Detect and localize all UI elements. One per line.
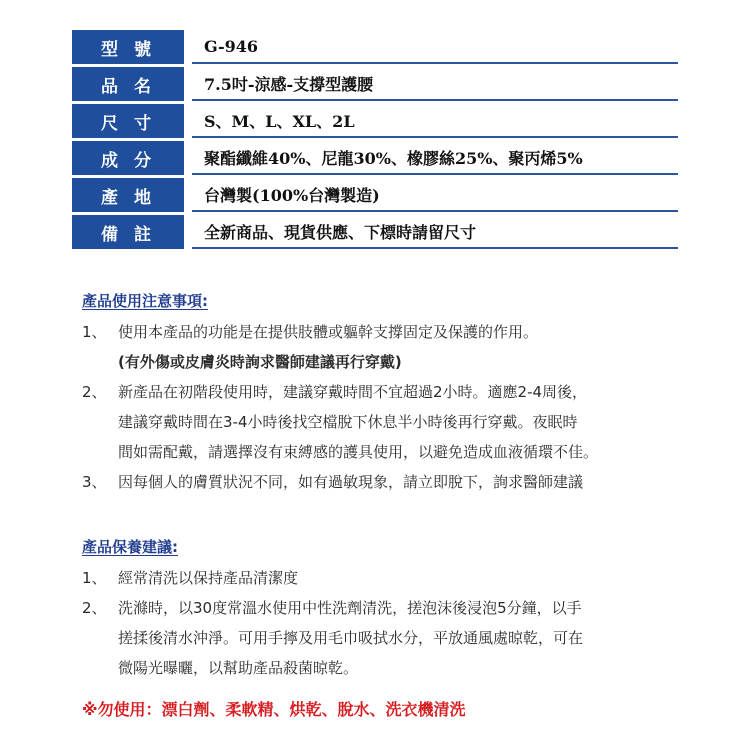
usage-section bbox=[82, 290, 692, 497]
item-line: 使用本產品的功能是在提供肢體或軀幹支撐固定及保護的作用。 bbox=[118, 323, 539, 341]
item-number: 2、 bbox=[82, 383, 107, 401]
list-item bbox=[82, 377, 692, 467]
care-section bbox=[82, 536, 692, 683]
spec-row-remarks bbox=[72, 215, 678, 249]
item-number: 3、 bbox=[82, 473, 107, 491]
spec-value: 聚酯纖維40%、尼龍30%、橡膠絲25%、聚丙烯5% bbox=[192, 141, 678, 175]
spec-value: S、M、L、XL、2L bbox=[192, 104, 678, 138]
item-number: 2、 bbox=[82, 599, 107, 617]
list-item bbox=[82, 467, 692, 497]
list-item bbox=[82, 563, 692, 593]
warning-text: ※勿使用：漂白劑、柔軟精、烘乾、脫水、洗衣機清洗 bbox=[82, 700, 466, 719]
list-item bbox=[82, 317, 692, 377]
spec-table bbox=[72, 30, 678, 252]
spec-row-size bbox=[72, 104, 678, 138]
item-line: 經常清洗以保持產品清潔度 bbox=[118, 569, 299, 587]
item-number: 1、 bbox=[82, 569, 107, 587]
care-title: 產品保養建議: bbox=[82, 538, 178, 556]
item-line: 洗滌時，以30度常溫水使用中性洗劑清洗，搓泡沫後浸泡5分鐘，以手 bbox=[118, 599, 582, 617]
spec-row-origin bbox=[72, 178, 678, 212]
spec-label: 型號 bbox=[72, 30, 184, 64]
spec-value: 全新商品、現貨供應、下標時請留尺寸 bbox=[192, 215, 678, 249]
item-line: 因每個人的膚質狀況不同，如有過敏現象，請立即脫下，詢求醫師建議 bbox=[118, 473, 584, 491]
item-line: 微陽光曝曬，以幫助產品殺菌晾乾。 bbox=[118, 659, 359, 677]
spec-label: 尺寸 bbox=[72, 104, 184, 138]
spec-label: 品名 bbox=[72, 67, 184, 101]
item-line: 新產品在初階段使用時，建議穿戴時間不宜超過2小時。適應2-4周後， bbox=[118, 383, 588, 401]
item-note: (有外傷或皮膚炎時詢求醫師建議再行穿戴) bbox=[118, 353, 402, 371]
spec-row-model bbox=[72, 30, 678, 64]
item-number: 1、 bbox=[82, 323, 107, 341]
spec-row-name bbox=[72, 67, 678, 101]
item-line: 搓揉後清水沖淨。可用手擰及用毛巾吸拭水分，平放通風處晾乾，可在 bbox=[118, 629, 584, 647]
spec-value: G-946 bbox=[192, 30, 678, 64]
spec-row-material bbox=[72, 141, 678, 175]
item-line: 建議穿戴時間在3-4小時後找空檔脫下休息半小時後再行穿戴。夜眠時 bbox=[118, 413, 578, 431]
spec-value: 台灣製(100%台灣製造) bbox=[192, 178, 678, 212]
usage-title: 產品使用注意事項: bbox=[82, 292, 208, 310]
item-line: 間如需配戴，請選擇沒有束縛感的護具使用，以避免造成血液循環不佳。 bbox=[118, 443, 599, 461]
spec-label: 成分 bbox=[72, 141, 184, 175]
spec-value: 7.5吋-涼感-支撐型護腰 bbox=[192, 67, 678, 101]
spec-label: 備註 bbox=[72, 215, 184, 249]
spec-label: 產地 bbox=[72, 178, 184, 212]
list-item bbox=[82, 593, 692, 683]
